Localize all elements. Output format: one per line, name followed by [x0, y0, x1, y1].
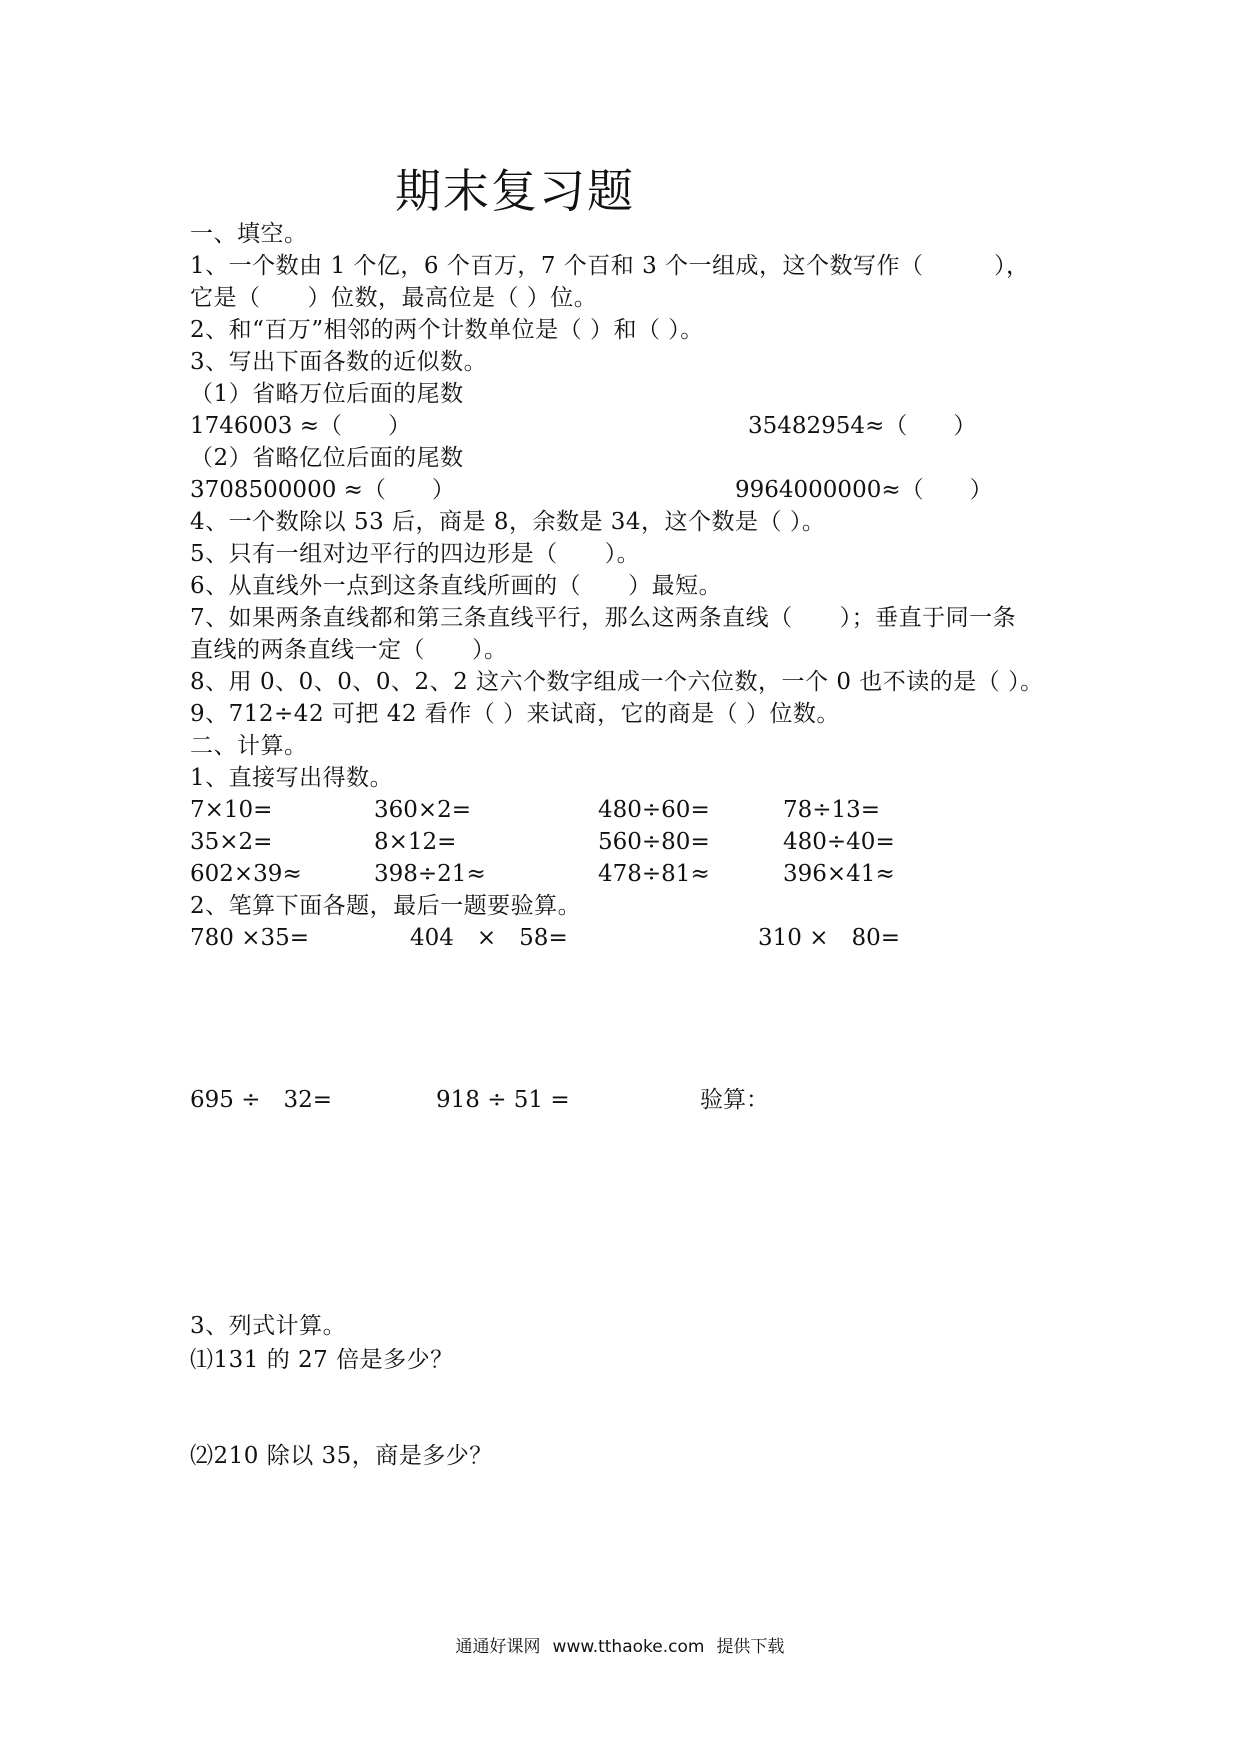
section2-sub3: 3、列式计算。	[190, 1313, 347, 1339]
question-4: 4、一个数除以 53 后，商是 8，余数是 34，这个数是（ ）。	[190, 509, 826, 535]
written-calc-item: 404 × 58=	[410, 925, 568, 951]
oral-calc-item: 396×41≈	[783, 861, 895, 887]
footer-url[interactable]: www.tthaoke.com	[552, 1637, 705, 1657]
footer	[0, 1632, 1240, 1657]
footer-site-name: 通通好课网	[455, 1637, 541, 1657]
oral-calc-item: 602×39≈	[190, 861, 302, 887]
footer-suffix: 提供下载	[716, 1637, 785, 1657]
section2-sub1: 1、直接写出得数。	[190, 765, 394, 791]
oral-calc-item: 480÷40=	[783, 829, 895, 855]
question-7-line2: 直线的两条直线一定（ ）。	[190, 637, 508, 663]
question-1-line1: 1、一个数由 1 个亿，6 个百万，7 个百和 3 个一组成，这个数写作（ ），	[190, 253, 1030, 279]
oral-calc-item: 7×10=	[190, 797, 273, 823]
oral-calc-item: 8×12=	[374, 829, 457, 855]
question-3-sub1: （1）省略万位后面的尾数	[190, 381, 464, 407]
oral-calc-item: 35×2=	[190, 829, 273, 855]
question-7-line1: 7、如果两条直线都和第三条直线平行，那么这两条直线（ ）；垂直于同一条	[190, 605, 1017, 631]
section2-sub2: 2、笔算下面各题，最后一题要验算。	[190, 893, 582, 919]
written-calc-item: 780 ×35=	[190, 925, 310, 951]
section1-heading: 一、填空。	[190, 221, 308, 247]
oral-calc-item: 78÷13=	[783, 797, 881, 823]
written-calc-item: 310 × 80=	[758, 925, 901, 951]
question-6: 6、从直线外一点到这条直线所画的（ ）最短。	[190, 573, 723, 599]
section2-heading: 二、计算。	[190, 733, 308, 759]
question-3-sub2: （2）省略亿位后面的尾数	[190, 445, 464, 471]
written-calc-item: 918 ÷ 51 =	[436, 1087, 570, 1113]
question-3-sub1-b: 35482954≈（ ）	[748, 413, 977, 439]
verification-label: 验算：	[700, 1087, 769, 1113]
question-3: 3、写出下面各数的近似数。	[190, 349, 488, 375]
question-9: 9、712÷42 可把 42 看作（ ）来试商，它的商是（ ）位数。	[190, 701, 840, 727]
oral-calc-item: 478÷81≈	[598, 861, 710, 887]
question-3-sub2-a: 3708500000 ≈（ ）	[190, 477, 455, 503]
page-title: 期末复习题	[395, 164, 635, 218]
question-1-line2: 它是（ ）位数，最高位是（ ）位。	[190, 285, 598, 311]
question-5: 5、只有一组对边平行的四边形是（ ）。	[190, 541, 641, 567]
oral-calc-item: 560÷80=	[598, 829, 710, 855]
word-problem-1: ⑴131 的 27 倍是多少？	[190, 1347, 454, 1373]
oral-calc-item: 480÷60=	[598, 797, 710, 823]
oral-calc-item: 360×2=	[374, 797, 472, 823]
oral-calc-item: 398÷21≈	[374, 861, 486, 887]
word-problem-2: ⑵210 除以 35，商是多少？	[190, 1443, 493, 1469]
question-3-sub2-b: 9964000000≈（ ）	[735, 477, 993, 503]
question-2: 2、和“百万”相邻的两个计数单位是（ ）和（ ）。	[190, 317, 704, 343]
question-3-sub1-a: 1746003 ≈（ ）	[190, 413, 412, 439]
written-calc-item: 695 ÷ 32=	[190, 1087, 333, 1113]
question-8: 8、用 0、0、0、0、2、2 这六个数字组成一个六位数，一个 0 也不读的是（ ）。	[190, 669, 1044, 695]
